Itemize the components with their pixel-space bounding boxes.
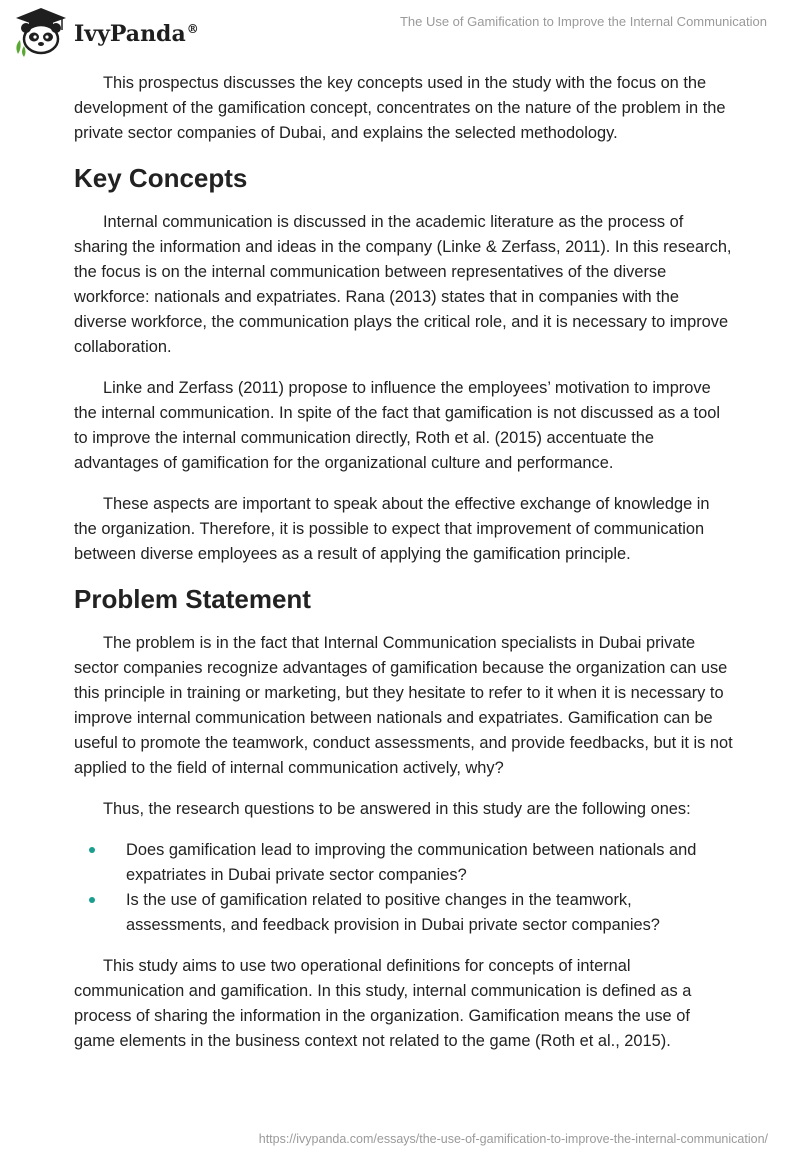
source-url-link[interactable]: https://ivypanda.com/essays/the-use-of-gamification-to-improve-the-internal-communication/ — [258, 1132, 768, 1146]
key-concepts-heading: Key Concepts — [74, 163, 248, 193]
problem-statement-paragraph-3: This study aims to use two operational definitions for concepts of internal communication and gamification. In this study, internal communication is defined as a process of sharing the information in the organization. Gamification means the use of game elements in the business context not related to the game (Roth et al., 2015). — [74, 957, 692, 1050]
problem-statement-paragraph-1: The problem is in the fact that Internal Communication specialists in Dubai private sector companies recognize advantages of gamification because the organization can use this principle in training or marketing, but they hesitate to refer to it when it is necessary to improve internal communication between nationals and expatriates. Gamification can be useful to promote the teamwork, conduct assessments, and provide feedbacks, but it is not applied to the field of internal communication actively, why? — [74, 634, 733, 777]
article-body — [74, 71, 734, 1070]
panda-graduate-icon — [12, 6, 70, 58]
key-concepts-paragraph-2: Linke and Zerfass (2011) propose to influence the employees’ motivation to improve the internal communication. In spite of the fact that gamification is not discussed as a tool to improve the internal communication directly, Roth et al. (2015) accentuate the advantages of gamification for the organizational culture and performance. — [74, 379, 720, 472]
page-header — [0, 0, 800, 64]
bullet-icon — [89, 847, 95, 853]
problem-statement-paragraph-2: Thus, the research questions to be answered in this study are the following ones: — [103, 800, 691, 818]
ivypanda-logo[interactable] — [12, 6, 199, 58]
brand-name: IvyPanda® — [74, 21, 199, 47]
problem-statement-heading: Problem Statement — [74, 584, 311, 614]
document-title: The Use of Gamification to Improve the Internal Communication — [399, 14, 767, 29]
key-concepts-paragraph-1: Internal communication is discussed in the academic literature as the process of sharing the information and ideas in the company (Linke & Zerfass, 2011). In this research, the focus is on the internal communication between representatives of the diverse workforce: nationals and expatriates. Rana (2013) states that in companies with the diverse workforce, the communication plays the critical role, and it is necessary to improve collaboration. — [74, 213, 732, 356]
list-item: Is the use of gamification related to positive changes in the teamwork, assessments, and feedback provision in Dubai private sector companies? — [74, 888, 734, 938]
bullet-icon — [89, 897, 95, 903]
intro-paragraph: This prospectus discusses the key concepts used in the study with the focus on the development of the gamification concept, concentrates on the nature of the problem in the private sector companies of Dubai, and explains the selected methodology. — [74, 74, 726, 142]
list-item: Does gamification lead to improving the communication between nationals and expatriates in Dubai private sector companies? — [74, 838, 734, 888]
research-questions-list — [74, 838, 734, 938]
key-concepts-paragraph-3: These aspects are important to speak about the effective exchange of knowledge in the organization. Therefore, it is possible to expect that improvement of communication between diverse employees as a result of applying the gamification principle. — [74, 495, 710, 563]
